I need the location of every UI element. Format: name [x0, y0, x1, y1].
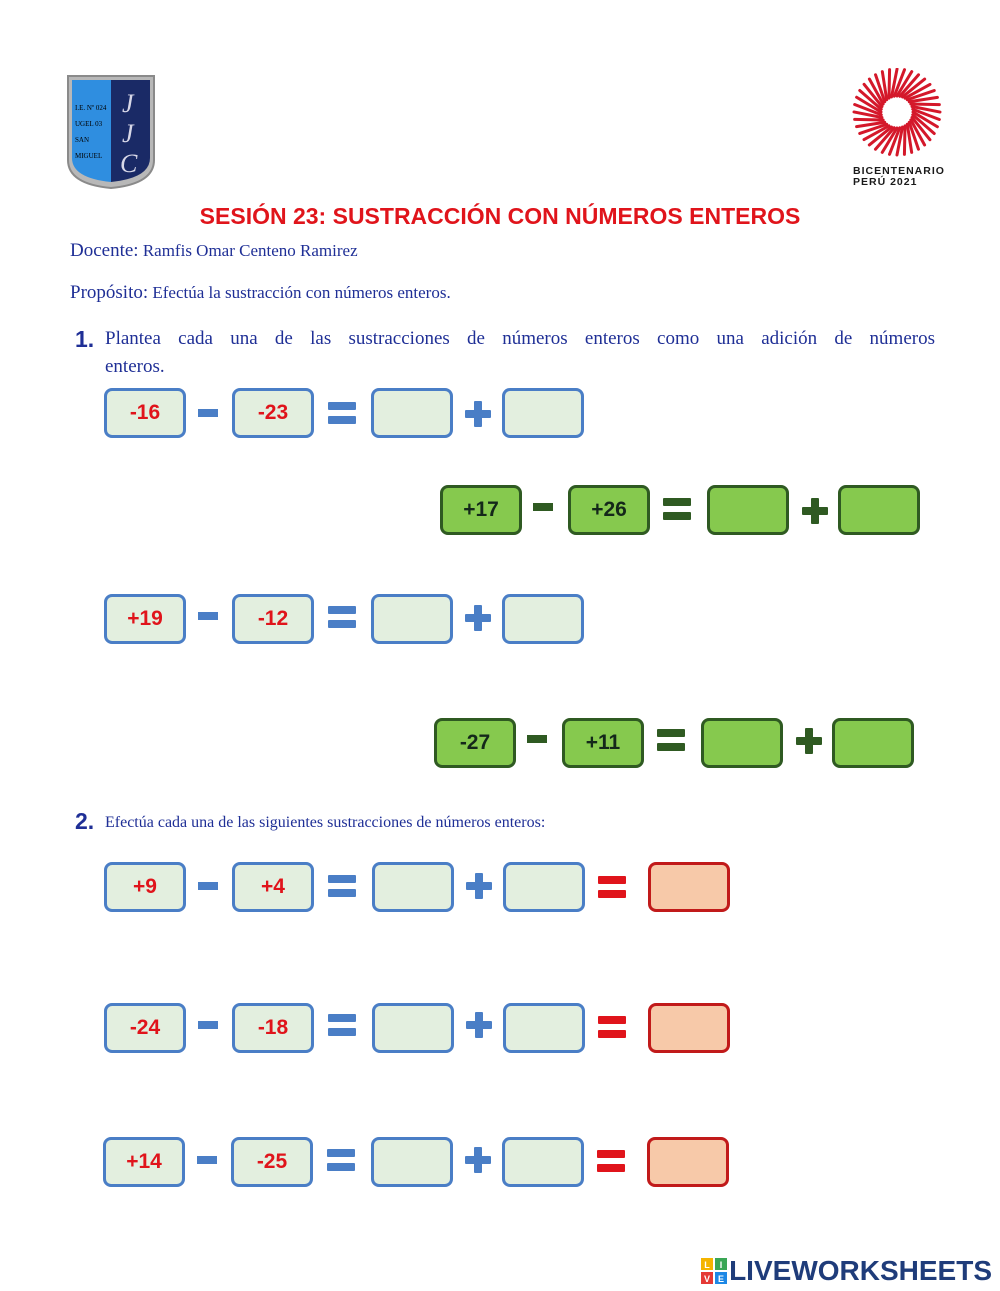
q1-row1-answer-b[interactable]: [502, 388, 584, 438]
q2-row3-answer-a[interactable]: [371, 1137, 453, 1187]
question2-text: Efectúa cada una de las siguientes sustracciones de números enteros:: [105, 814, 546, 831]
plus-icon: [466, 1012, 492, 1038]
q1-row4-minuend: -27: [434, 718, 516, 768]
q2-row1-minuend: +9: [104, 862, 186, 912]
plus-icon: [466, 873, 492, 899]
q2-row3-subtrahend: -25: [231, 1137, 313, 1187]
liveworksheets-badge-icon: [701, 1258, 727, 1284]
q1-row1-answer-a[interactable]: [371, 388, 453, 438]
q2-row1-answer-a[interactable]: [372, 862, 454, 912]
svg-text:MIGUEL: MIGUEL: [75, 152, 103, 160]
svg-text:E: E: [718, 1274, 725, 1284]
bicentenario-line2: PERÚ 2021: [853, 176, 918, 188]
minus-icon: [198, 409, 218, 417]
equals-icon: [328, 875, 356, 897]
plus-icon: [465, 401, 491, 427]
q1-row2-answer-a[interactable]: [707, 485, 789, 535]
svg-text:J: J: [122, 89, 134, 118]
minus-icon: [197, 1156, 217, 1164]
minus-icon: [527, 735, 547, 743]
q2-row3-minuend: +14: [103, 1137, 185, 1187]
docente-value: Ramfis Omar Centeno Ramirez: [142, 241, 358, 260]
question1-text-line2: enteros.: [105, 356, 165, 377]
q1-row3-answer-b[interactable]: [502, 594, 584, 644]
page-title: SESIÓN 23: SUSTRACCIÓN CON NÚMEROS ENTEROS: [199, 203, 801, 229]
q1-row3-subtrahend: -12: [232, 594, 314, 644]
plus-icon: [465, 1147, 491, 1173]
equals-icon: [597, 1150, 625, 1172]
liveworksheets-logo: [701, 1255, 992, 1287]
q1-row3-answer-a[interactable]: [371, 594, 453, 644]
svg-text:C: C: [120, 149, 138, 178]
q2-row2-result[interactable]: [648, 1003, 730, 1053]
equals-icon: [328, 402, 356, 424]
question1-number: 1.: [75, 326, 95, 352]
q2-row3-result[interactable]: [647, 1137, 729, 1187]
proposito-value: Efectúa la sustracción con números enteros.: [152, 283, 451, 302]
svg-text:V: V: [704, 1274, 711, 1284]
docente-label: Docente:: [70, 240, 139, 261]
q1-row1-minuend: -16: [104, 388, 186, 438]
liveworksheets-text: LIVEWORKSHEETS: [729, 1255, 992, 1286]
school-shield-logo: [64, 72, 158, 190]
minus-icon: [198, 882, 218, 890]
equals-icon: [328, 606, 356, 628]
q2-row2-subtrahend: -18: [232, 1003, 314, 1053]
equals-icon: [657, 729, 685, 751]
q2-row3-answer-b[interactable]: [502, 1137, 584, 1187]
svg-text:I: I: [719, 1260, 723, 1270]
svg-text:SAN: SAN: [75, 136, 90, 144]
minus-icon: [533, 503, 553, 511]
q1-row4-subtrahend: +11: [562, 718, 644, 768]
minus-icon: [198, 612, 218, 620]
bicentenario-line1: BICENTENARIO: [853, 165, 945, 177]
question1-text-line1: Plantea cada una de las sustracciones de números enteros como una adición de números: [105, 328, 935, 349]
q2-row1-result[interactable]: [648, 862, 730, 912]
q2-row2-answer-a[interactable]: [372, 1003, 454, 1053]
q1-row2-minuend: +17: [440, 485, 522, 535]
q1-row2-answer-b[interactable]: [838, 485, 920, 535]
q1-row4-answer-a[interactable]: [701, 718, 783, 768]
q1-row3-minuend: +19: [104, 594, 186, 644]
q1-row1-subtrahend: -23: [232, 388, 314, 438]
q1-row2-subtrahend: +26: [568, 485, 650, 535]
svg-text:L: L: [704, 1260, 710, 1270]
q2-row2-answer-b[interactable]: [503, 1003, 585, 1053]
plus-icon: [465, 605, 491, 631]
equals-icon: [598, 876, 626, 898]
svg-text:I.E. Nº 024: I.E. Nº 024: [75, 104, 107, 112]
question2-number: 2.: [75, 808, 95, 834]
proposito-line: [70, 282, 451, 304]
equals-icon: [663, 498, 691, 520]
equals-icon: [327, 1149, 355, 1171]
q1-row4-answer-b[interactable]: [832, 718, 914, 768]
q2-row1-answer-b[interactable]: [503, 862, 585, 912]
plus-icon: [802, 498, 828, 524]
svg-text:J: J: [122, 119, 134, 148]
equals-icon: [598, 1016, 626, 1038]
proposito-label: Propósito:: [70, 282, 149, 303]
minus-icon: [198, 1021, 218, 1029]
svg-text:UGEL 03: UGEL 03: [75, 120, 103, 128]
q2-row1-subtrahend: +4: [232, 862, 314, 912]
q2-row2-minuend: -24: [104, 1003, 186, 1053]
plus-icon: [796, 728, 822, 754]
bicentenario-sun-icon: [850, 68, 950, 163]
bicentenario-logo: [850, 68, 950, 193]
equals-icon: [328, 1014, 356, 1036]
docente-line: [70, 240, 358, 262]
